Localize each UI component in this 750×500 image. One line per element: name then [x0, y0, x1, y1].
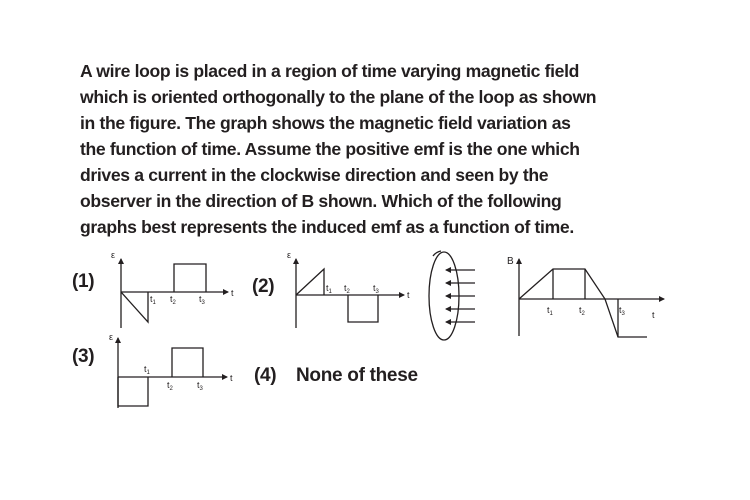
field-t-label: t	[652, 310, 655, 320]
question-line-1: A wire loop is placed in a region of time varying magnetic field	[80, 61, 580, 81]
question-line-7: graphs best represents the induced emf as a function of time.	[80, 217, 574, 237]
option-1-label[interactable]: (1)	[72, 271, 95, 292]
field-t1: $t_1$	[547, 305, 553, 317]
option-2-graph	[296, 259, 404, 328]
field-graph	[519, 259, 664, 337]
option-1-labels	[111, 250, 234, 306]
field-t2: $t_2$	[579, 305, 585, 317]
question-line-4: the function of time. Assume the positive emf is the one which	[80, 139, 580, 159]
option-3-t-label: t	[230, 373, 233, 383]
wire-loop-diagram	[429, 251, 475, 340]
field-curve	[519, 269, 647, 337]
question-line-6: observer in the direction of B shown. Which of the following	[80, 191, 562, 211]
question-line-3: in the figure. The graph shows the magnetic field variation as	[80, 113, 571, 133]
option-4-label[interactable]: (4)	[254, 365, 277, 386]
option-1-graph	[121, 259, 228, 328]
question-line-5: drives a current in the clockwise direction and seen by the	[80, 165, 549, 185]
option-3-emf-label: ε	[109, 332, 114, 342]
option-1-ramp-segment	[121, 292, 148, 322]
option-3-graph	[118, 338, 227, 408]
option-2-ramp-segment	[296, 269, 324, 295]
option-1-t1: $t_1$	[150, 294, 156, 306]
option-3-t1: $t_1$	[144, 364, 150, 376]
option-3-labels	[109, 332, 233, 392]
option-1-emf-label: ε	[111, 250, 116, 260]
option-2-pulse	[348, 295, 378, 322]
option-2-label[interactable]: (2)	[252, 276, 275, 297]
option-3-t3: $t_3$	[197, 380, 203, 392]
option-2-labels	[287, 250, 410, 300]
option-2-emf-label: ε	[287, 250, 292, 260]
field-axis-label: B	[507, 256, 514, 267]
option-1-t3: $t_3$	[199, 294, 205, 306]
option-3-positive-pulse	[172, 348, 203, 377]
option-2-t3: $t_3$	[373, 283, 379, 295]
field-graph-labels	[507, 256, 655, 320]
option-1-t2: $t_2$	[170, 294, 176, 306]
option-2-t2: $t_2$	[344, 283, 350, 295]
question-line-2: which is oriented orthogonally to the plane of the loop as shown	[80, 87, 597, 107]
option-2-t1: $t_1$	[326, 283, 332, 295]
option-3-t2: $t_2$	[167, 380, 173, 392]
option-4-text[interactable]: None of these	[296, 365, 418, 386]
option-3-label[interactable]: (3)	[72, 346, 95, 367]
option-2-t-label: t	[407, 290, 410, 300]
option-1-pulse	[174, 264, 206, 292]
field-t3: $t_3$	[619, 305, 625, 317]
option-3-negative-pulse	[118, 377, 148, 406]
option-1-t-label: t	[231, 288, 234, 298]
